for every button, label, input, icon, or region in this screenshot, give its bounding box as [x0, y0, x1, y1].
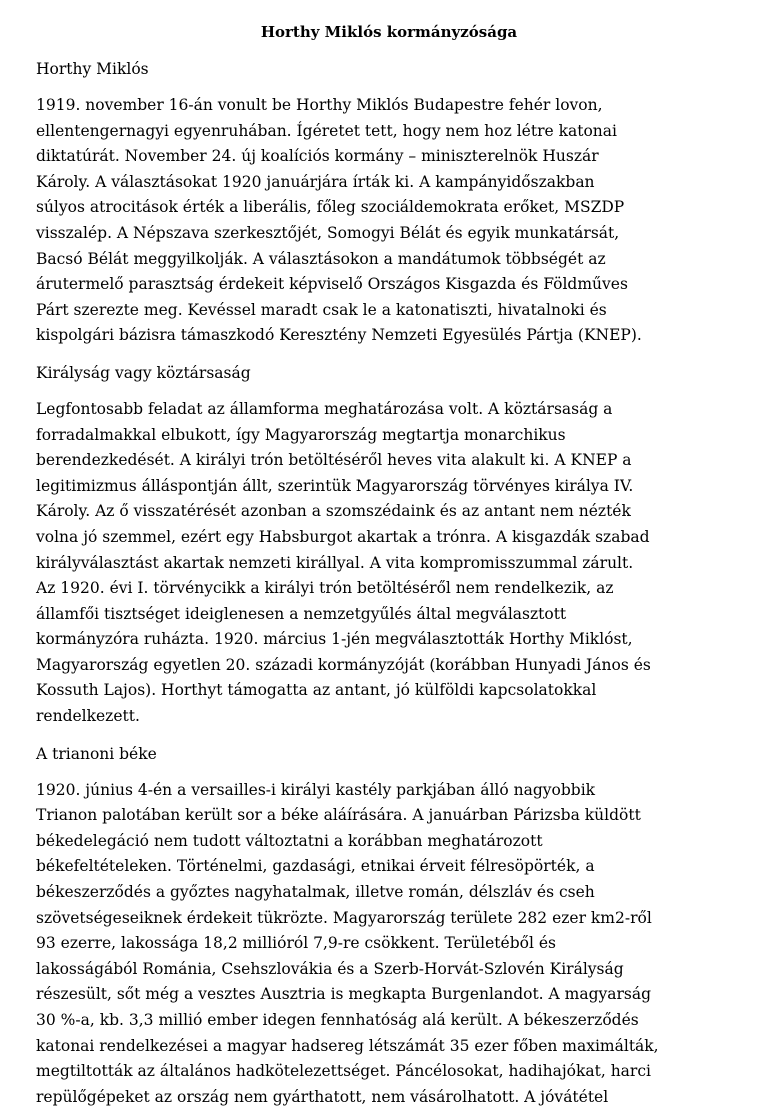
section-paragraph — [36, 93, 742, 349]
paragraph-line: 1919. november 16-án vonult be Horthy Miklós Budapestre fehér lovon, — [36, 96, 603, 114]
section-heading: A trianoni béke — [36, 744, 157, 763]
section-paragraph — [36, 778, 742, 1110]
paragraph-line: 1920. június 4-én a versailles-i királyi kastély parkjában álló nagyobbik — [36, 780, 596, 799]
paragraph-line: kispolgári bázisra támaszkodó Keresztény Nemzeti Egyesülés Pártja (KNEP). — [36, 326, 642, 345]
document-section-2 — [36, 360, 742, 730]
paragraph-line: Károly. A választásokat 1920 januárjára írták ki. A kampányidőszakban — [36, 172, 595, 191]
paragraph-line: Bacsó Bélát meggyilkolják. A választásokon a mandátumok többségét az — [36, 249, 606, 268]
paragraph-line: békeszerződés a győztes nagyhatalmak, illetve román, délszláv és cseh — [36, 883, 595, 902]
paragraph-line: forradalmakkal elbukott, így Magyarország megtartja monarchikus — [36, 425, 566, 444]
paragraph-line: katonai rendelkezései a magyar hadsereg létszámát 35 ezer főben maximálták, — [36, 1036, 659, 1055]
document-section-3 — [36, 741, 742, 1110]
paragraph-line: Magyarország egyetlen 20. századi kormányzóját (korábban Hunyadi János és — [36, 655, 651, 674]
paragraph-line: Az 1920. évi I. törvénycikk a királyi trón betöltéséről nem rendelkezik, az — [36, 579, 614, 598]
paragraph-line: békedelegáció nem tudott változtatni a korábban meghatározott — [36, 831, 543, 850]
paragraph-line: repülőgépeket az ország nem gyárthatott, nem vásárolhatott. A jóvátétel — [36, 1087, 609, 1106]
paragraph-line: kormányzóra ruházta. 1920. március 1-jén megválasztották Horthy Miklóst, — [36, 630, 633, 649]
paragraph-line: államfői tisztséget ideiglenesen a nemzetgyűlés által megválasztott — [36, 604, 567, 623]
document-body — [36, 56, 742, 1110]
document-title: Horthy Miklós kormányzósága — [260, 23, 518, 41]
paragraph-line: Károly. Az ő visszatérését azonban a szomszédaink és az antant nem nézték — [36, 502, 631, 521]
document-section-1 — [36, 56, 742, 349]
paragraph-line: diktatúrát. November 24. új koalíciós kormány – miniszterelnök Huszár — [36, 147, 599, 166]
paragraph-line: visszalép. A Népszava szerkesztőjét, Somogyi Bélát és egyik munkatársát, — [36, 223, 620, 242]
paragraph-line: Legfontosabb feladat az államforma meghatározása volt. A köztársaság a — [36, 399, 613, 418]
paragraph-line: lakosságából Románia, Csehszlovákia és a Szerb-Horvát-Szlovén Királyság — [36, 959, 624, 978]
paragraph-line: királyválasztást akartak nemzeti királlyal. A vita kompromisszummal zárult. — [36, 553, 634, 572]
paragraph-line: legitimizmus álláspontján állt, szerintük Magyarország törvényes királya IV. — [36, 476, 634, 495]
paragraph-line: árutermelő parasztság érdekeit képviselő Országos Kisgazda és Földműves — [36, 275, 628, 294]
paragraph-line: rendelkezett. — [36, 707, 140, 726]
paragraph-line: részesült, sőt még a vesztes Ausztria is megkapta Burgenlandot. A magyarság — [36, 985, 652, 1004]
paragraph-line: szövetségeseiknek érdekeit tükrözte. Magyarország területe 282 ezer km2-ről — [36, 908, 652, 927]
paragraph-line: volna jó szemmel, ezért egy Habsburgot akartak a trónra. A kisgazdák szabad — [36, 527, 650, 546]
section-heading: Királyság vagy köztársaság — [36, 363, 251, 382]
section-paragraph — [36, 397, 742, 730]
paragraph-line: 93 ezerre, lakossága 18,2 millióról 7,9-re csökkent. Területéből és — [36, 934, 556, 953]
paragraph-line: ellentengernagyi egyenruhában. Ígéretet tett, hogy nem hoz létre katonai — [36, 121, 617, 140]
paragraph-line: Kossuth Lajos). Horthyt támogatta az antant, jó külföldi kapcsolatokkal — [36, 681, 597, 700]
paragraph-line: megtiltották az általános hadkötelezettséget. Páncélosokat, hadihajókat, harci — [36, 1062, 651, 1081]
section-heading: Horthy Miklós — [36, 60, 149, 78]
paragraph-line: békefeltételeken. Történelmi, gazdasági, etnikai érveit félresöpörték, a — [36, 857, 595, 876]
paragraph-line: berendezkedését. A királyi trón betöltéséről heves vita alakult ki. A KNEP a — [36, 451, 632, 470]
paragraph-line: 30 %-a, kb. 3,3 millió ember idegen fennhatóság alá került. A békeszerződés — [36, 1011, 639, 1029]
paragraph-line: súlyos atrocitások érték a liberális, főleg szociáldemokrata erőket, MSZDP — [36, 198, 625, 217]
paragraph-line: Trianon palotában került sor a béke aláírására. A januárban Párizsba küldött — [36, 806, 641, 825]
paragraph-line: Párt szerezte meg. Kevéssel maradt csak le a katonatiszti, hivatalnoki és — [36, 300, 607, 319]
